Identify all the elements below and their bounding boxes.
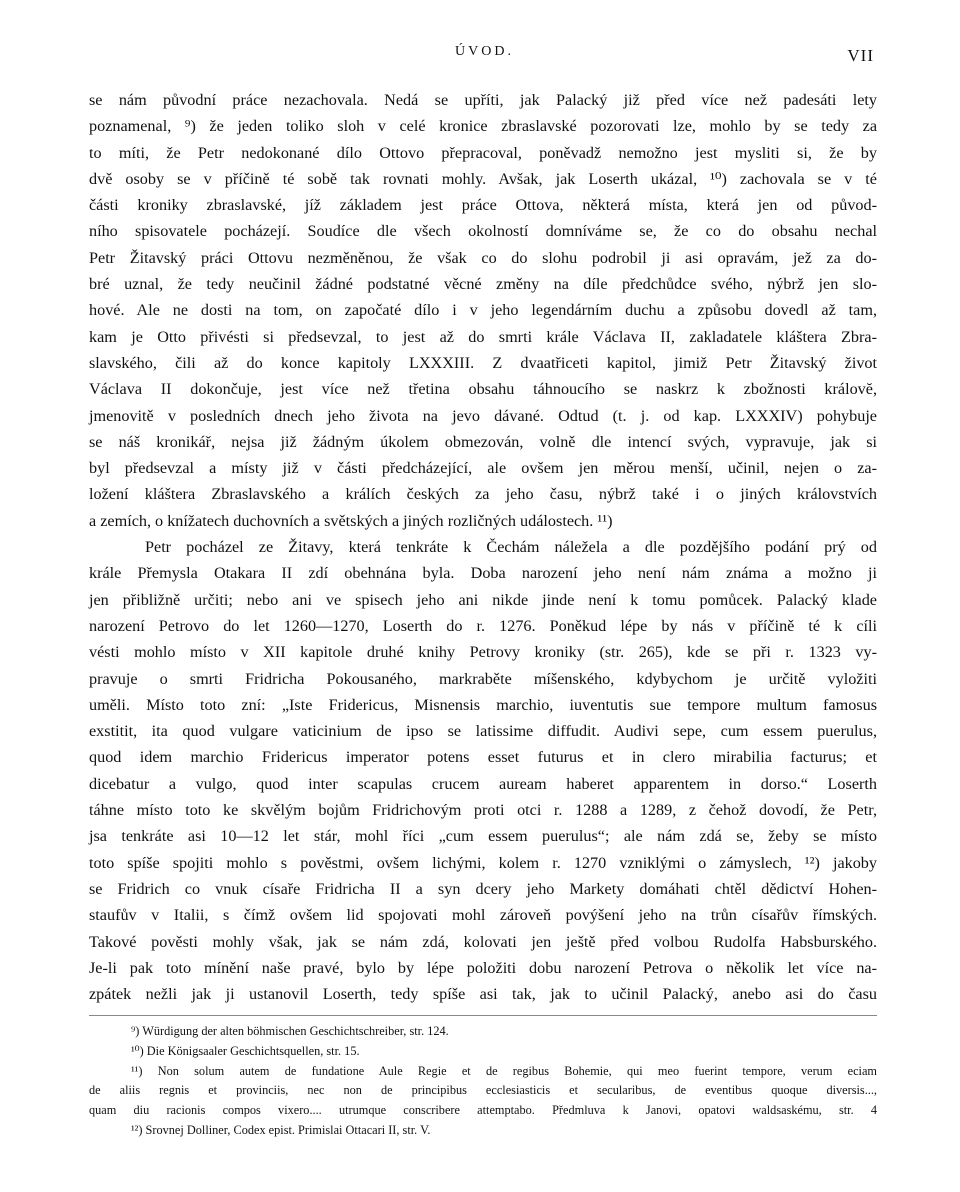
text-line: byl předsevzal a místy již v části předcházející, ale ovšem jen měrou menší, učinil, nejen o za- xyxy=(89,459,877,478)
text-line: části kroniky zbraslavské, jíž základem jest práce Ottova, některá místa, která jen od původ- xyxy=(89,196,877,215)
text-line: táhne místo toto ke skvělým bojům Fridrichovým proti otci r. 1288 a 1289, z čehož dovodí, že Petr, xyxy=(89,801,877,820)
text-line: to míti, že Petr nedokonané dílo Ottovo přepracoval, poněvadž nemožno jest mysliti si, že by xyxy=(89,143,877,162)
footnote-line: ¹²) Srovnej Dolliner, Codex epist. Primislai Ottacari II, str. V. xyxy=(131,1122,431,1137)
text-line: slavského, čili až do konce kapitoly LXXXIII. Z dvaatřiceti kapitol, jimiž Petr Žitavský život xyxy=(89,353,877,372)
text-line: pravuje o smrti Fridricha Pokousaného, markraběte míšenského, kdybychom je určitě vyložiti xyxy=(89,669,877,688)
text-line: se Fridrich co vnuk císaře Fridricha II a syn dcery jeho Markety domáhati chtěl dědictví Hohen- xyxy=(89,879,877,898)
text-line: staufův v Italii, s čímž ovšem lid spojovati mohl zároveň povýšení jeho na trůn císařův římských. xyxy=(89,906,877,925)
text-line: Václava II dokončuje, jest více než třetina obsahu táhnoucího se naskrz k zbožnosti královĕ, xyxy=(89,380,877,399)
text-line: dicebatur a vulgo, quod inter scapulas crucem auream haberet apparentem in dorso.“ Loserth xyxy=(89,774,877,793)
text-line: Petr Žitavský práci Ottovu nezměněnou, že však co do slohu podrobil ji asi opravám, jež za do- xyxy=(89,248,877,267)
text-line: uměli. Místo toto zní: „Iste Fridericus, Misnensis marchio, iuventutis sue tempore multum famosus xyxy=(89,695,877,714)
text-line: jen přibližně určiti; nebo ani ve spisech jeho ani nikde jinde není k tomu pomůcek. Palacký klade xyxy=(89,590,877,609)
text-line: se nám původní práce nezachovala. Nedá se upříti, jak Palacký již před více než padesáti lety xyxy=(89,91,877,109)
text-line: jmenovitě v posledních dnech jeho života na jevo dávané. Odtud (t. j. od kap. LXXXIV) pohybuje xyxy=(89,406,877,425)
text-line: jsa tenkráte asi 10—12 let stár, mohl říci „cum essem puerulus“; ale nám zdá se, žeby se místo xyxy=(89,827,877,846)
text-line: quod idem marchio Fridericus imperator potens esset futurus et in clero mirabilia facturus; et xyxy=(89,748,877,767)
running-head xyxy=(0,44,960,68)
footnotes xyxy=(89,1022,877,1141)
footnote-line: quam diu racionis compos vixero.... utrumque conscribere attemptabo. Předmluva k Janovi, opatovi waldsaskému, str. 4 xyxy=(89,1103,877,1118)
text-line: Takové pověsti mohly však, jak se nám zdá, kolovati jen ještě před volbou Rudolfa Habsburského. xyxy=(89,932,877,951)
text-line: Petr pocházel ze Žitavy, která tenkráte k Čechám náležela a dle pozdějšího podání prý od xyxy=(145,538,877,557)
text-line: krále Přemysla Otakara II zdí obehnána byla. Doba narození jeho není nám známa a možno ji xyxy=(89,564,877,583)
text-line: toto spíše spojiti mohlo s pověstmi, ovšem lichými, kolem r. 1270 vzniklými o zámyslech, ¹²) jakoby xyxy=(89,853,877,872)
footnote-line: ⁹) Würdigung der alten böhmischen Geschichtschreiber, str. 124. xyxy=(131,1024,449,1038)
text-line: dvě osoby se v příčině té sobě tak rovnati mohly. Avšak, jak Loserth ukázal, ¹⁰) zachovala se v té xyxy=(89,169,877,188)
text-line: vésti mohlo místo v XII kapitole druhé knihy Petrovy kroniky (str. 265), kde se při r. 1323 vy- xyxy=(89,643,877,662)
footnote-line: de aliis regnis et provinciis, nec non de principibus ecclesiasticis et secularibus, de eventibus quoque diversis..., xyxy=(89,1083,877,1098)
text-line: zpátek nežli jak ji ustanovil Loserth, tedy spíše asi tak, jak to učinil Palacký, anebo asi do času xyxy=(89,985,877,1004)
text-line: exstitit, ita quod vulgare vaticinium de ipso se latissime diffudit. Audivi sepe, cum essem puerulus, xyxy=(89,722,877,741)
footnote-line: ¹⁰) Die Königsaaler Geschichtsquellen, str. 15. xyxy=(131,1043,360,1058)
text-line: kam je Otto přivésti si předsevzal, to jest až do smrti krále Václava II, zakladatele kláštera Zbra- xyxy=(89,327,877,346)
text-line: narození Petrovo do let 1260—1270, Loserth do r. 1276. Poněkud lépe by nás v příčině té k cíli xyxy=(89,616,877,635)
text-line: a zemích, o knížatech duchovních a světských a jiných rozličných událostech. ¹¹) xyxy=(89,511,613,530)
text-line: Je-li pak toto mínění naše pravé, bylo by lépe položiti dobu narození Petrova o několik let více na- xyxy=(89,958,877,977)
text-line: hové. Ale ne dosti na tom, on započaté dílo i v jeho legendárním duchu a způsobu dovedl až tam, xyxy=(89,301,877,320)
body-text xyxy=(89,87,877,1007)
text-line: bré uznal, že tedy neučinil žádné podstatné věcné změny na díle předchůdce svého, nýbrž jen slo- xyxy=(89,275,877,294)
chapter-title: ÚVOD. xyxy=(455,44,514,59)
text-line: poznamenal, ⁹) že jeden toliko sloh v celé kronice zbraslavské pozorovati lze, mohlo by se tedy za xyxy=(89,117,877,136)
text-line: ního spisovatele pocházejí. Soudíce dle všech okolností domníváme se, že co do obsahu nechal xyxy=(89,222,877,241)
footnote-line: ¹¹) Non solum autem de fundatione Aule Regie et de regibus Bohemie, qui meo fuerint tempore, verum eciam xyxy=(131,1063,877,1078)
footnote-rule xyxy=(89,1015,877,1016)
text-line: ložení kláštera Zbraslavského a králích českých za jeho času, nýbrž také i o jiných královstvích xyxy=(89,485,877,504)
text-line: se náš kronikář, nejsa již žádným úkolem obmezován, volně dle intencí svých, vypravuje, jak si xyxy=(89,432,877,451)
page-number: VII xyxy=(847,46,874,65)
